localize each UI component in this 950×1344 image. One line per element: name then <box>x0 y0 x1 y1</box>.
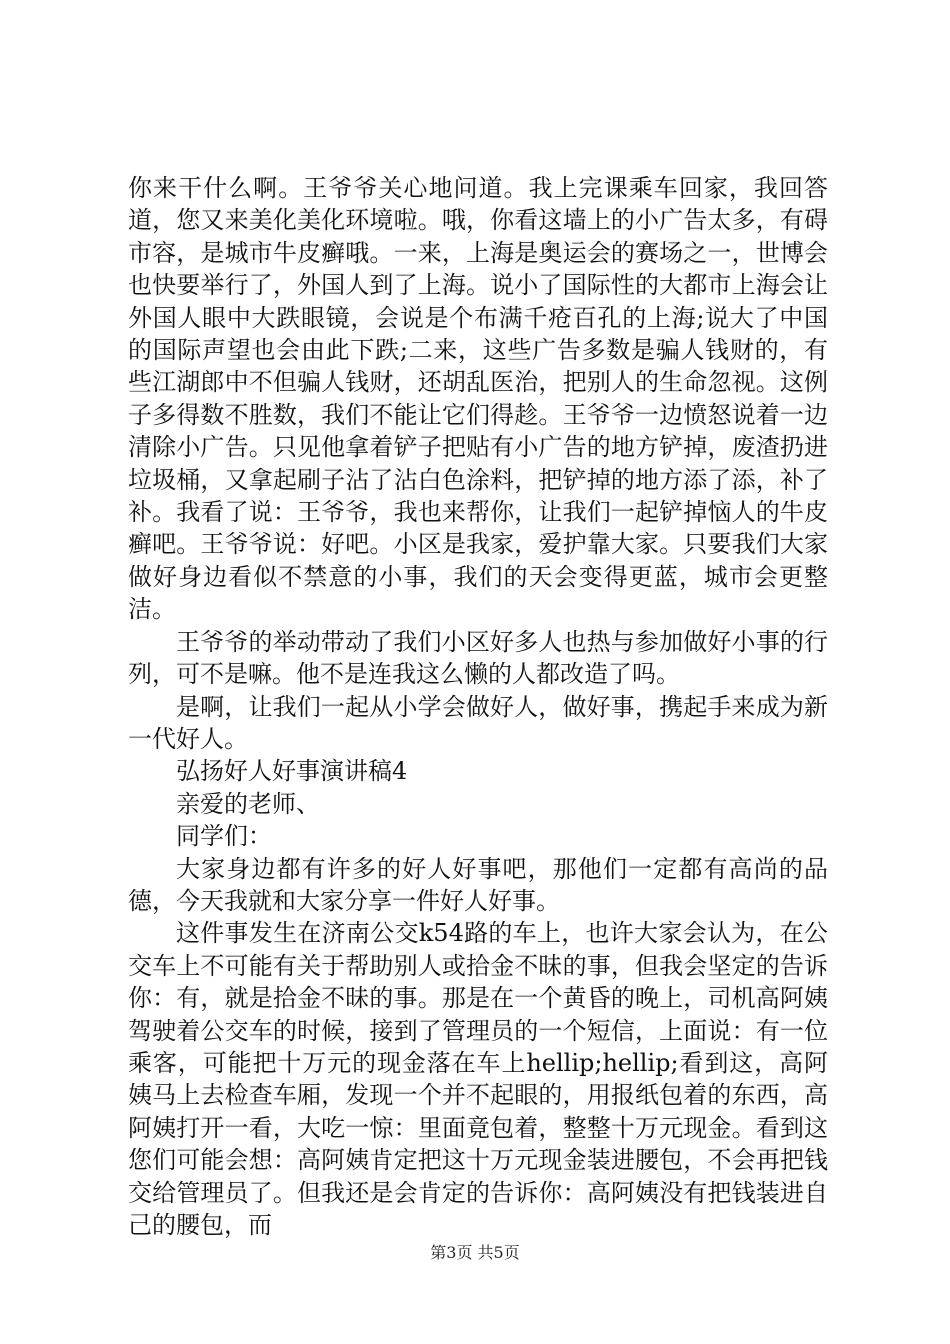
paragraph-call-to-action: 是啊，让我们一起从小学会做好人，做好事，携起手来成为新一代好人。 <box>128 692 828 753</box>
paragraph-bus-story: 这件事发生在济南公交k54路的车上，也许大家会认为，在公交车上不可能有关于帮助别人或拾金不昧的事，但我会坚定的告诉你：有，就是拾金不昧的事。那是在一个黄昏的晚上，司机高阿姨驾驶着公交车的时候，接到了管理员的一个短信，上面说：有一位乘客，可能把十万元的现金落在车上hellip;hellip;看到这，高阿姨马上去检查车厢，发现一个并不起眼的，用报纸包着的东西，高阿姨打开一看，大吃一惊：里面竟包着，整整十万元现金。看到这您们可能会想：高阿姨肯定把这十万元现金装进腰包，不会再把钱交给管理员了。但我还是会肯定的告诉你：高阿姨没有把钱装进自己的腰包，而 <box>128 919 828 1239</box>
speech-title: 弘扬好人好事演讲稿4 <box>176 757 408 786</box>
salutation-students: 同学们： <box>176 822 272 851</box>
page-footer <box>0 1243 950 1263</box>
page-indicator: 第3页 共5页 <box>430 1243 520 1262</box>
paragraph-introduction: 大家身边都有许多的好人好事吧，那他们一定都有高尚的品德，今天我就和大家分享一件好人好事。 <box>128 854 828 915</box>
document-body <box>128 172 828 1241</box>
salutation-teachers: 亲爱的老师、 <box>176 789 320 818</box>
paragraph-story-continued: 你来干什么啊。王爷爷关心地问道。我上完课乘车回家，我回答道，您又来美化美化环境啦。哦，你看这墙上的小广告太多，有碍市容，是城市牛皮癣哦。一来，上海是奥运会的赛场之一，世博会也快要举行了，外国人到了上海。说小了国际性的大都市上海会让外国人眼中大跌眼镜，会说是个布满千疮百孔的上海;说大了中国的国际声望也会由此下跌;二来，这些广告多数是骗人钱财的，有些江湖郎中不但骗人钱财，还胡乱医治，把别人的生命忽视。这例子多得数不胜数，我们不能让它们得趁。王爷爷一边愤怒说着一边清除小广告。只见他拿着铲子把贴有小广告的地方铲掉，废渣扔进垃圾桶，又拿起刷子沾了沾白色涂料，把铲掉的地方添了添，补了补。我看了说：王爷爷，我也来帮你，让我们一起铲掉恼人的牛皮癣吧。王爷爷说：好吧。小区是我家，爱护靠大家。只要我们大家做好身边看似不禁意的小事，我们的天会变得更蓝，城市会更整洁。 <box>128 174 828 624</box>
paragraph-influence: 王爷爷的举动带动了我们小区好多人也热与参加做好小事的行列，可不是嘛。他不是连我这么懒的人都改造了吗。 <box>128 627 828 689</box>
